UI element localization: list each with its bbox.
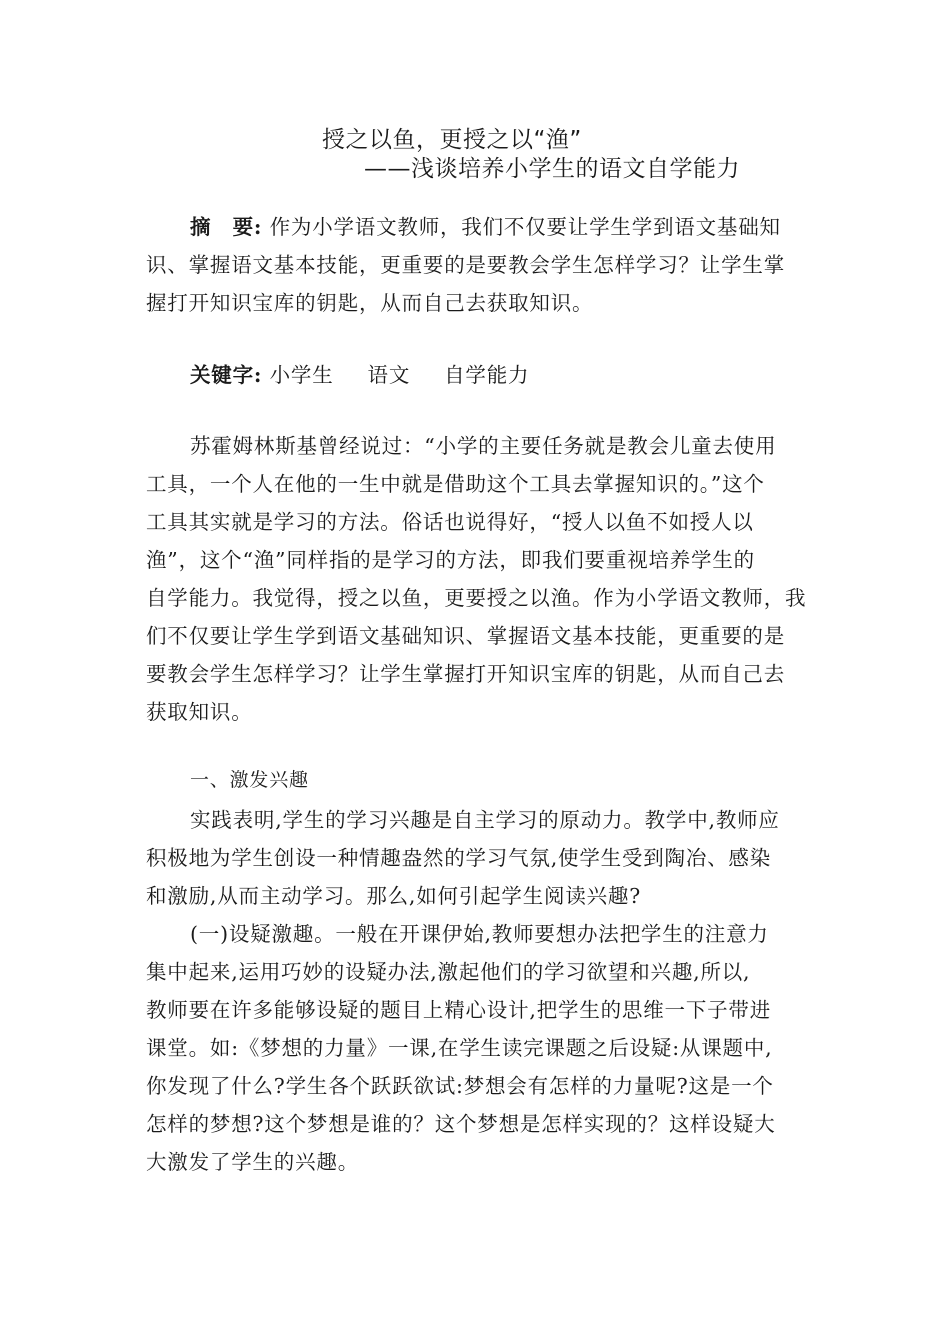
section1-para2-line: 大激发了学生的兴趣。 [146, 1150, 359, 1174]
intro-line: 苏霍姆林斯基曾经说过：“小学的主要任务就是教会儿童去使用 [190, 434, 777, 458]
abstract-line-3: 握打开知识宝库的钥匙，从而自己去获取知识。 [146, 291, 594, 315]
section1-para2-line: 教师要在许多能够设疑的题目上精心设计,把学生的思维一下子带进 [146, 998, 772, 1022]
intro-line: 自学能力。我觉得，授之以鱼，更要授之以渔。作为小学语文教师，我 [146, 586, 807, 610]
section1-para2-line: 课堂。如:《梦想的力量》一课,在学生读完课题之后设疑:从课题中, [146, 1036, 773, 1060]
section1-para1-line: 积极地为学生创设一种情趣盎然的学习气氛,使学生受到陶冶、感染 [146, 846, 772, 870]
abstract-line-1 [190, 210, 781, 240]
abstract-colon: : [253, 215, 263, 239]
section1-para1-line: 实践表明,学生的学习兴趣是自主学习的原动力。教学中,教师应 [190, 808, 780, 832]
abstract-label: 摘 要 [190, 215, 254, 239]
intro-line: 要教会学生怎样学习？让学生掌握打开知识宝库的钥匙，从而自己去 [146, 662, 785, 686]
document-subtitle: ——浅谈培养小学生的语文自学能力 [364, 156, 740, 182]
intro-line: 工具，一个人在他的一生中就是借助这个工具去掌握知识的。”这个 [146, 472, 765, 496]
section-heading: 一、激发兴趣 [190, 769, 309, 791]
document-title: 授之以鱼，更授之以“渔” [322, 127, 582, 153]
keyword-item: 自学能力 [444, 363, 530, 387]
section1-para1-line: 和激励,从而主动学习。那么,如何引起学生阅读兴趣? [146, 884, 642, 908]
abstract-line-2: 识、掌握语文基本技能，更重要的是要教会学生怎样学习？让学生掌 [146, 253, 785, 277]
intro-line: 获取知识。 [146, 700, 253, 724]
keywords-label: 关键字 [190, 363, 254, 387]
abstract-text: 作为小学语文教师，我们不仅要让学生学到语文基础知 [262, 215, 781, 239]
section1-para2-line: 你发现了什么?学生各个跃跃欲试:梦想会有怎样的力量呢?这是一个 [146, 1074, 774, 1098]
keywords-colon: : [253, 363, 263, 387]
intro-line: 工具其实就是学习的方法。俗话也说得好，“授人以鱼不如授人以 [146, 510, 754, 534]
intro-line: 们不仅要让学生学到语文基础知识、掌握语文基本技能，更重要的是 [146, 624, 785, 648]
intro-line: 渔”，这个“渔”同样指的是学习的方法，即我们要重视培养学生的 [146, 548, 755, 572]
section1-para2-line: 集中起来,运用巧妙的设疑办法,激起他们的学习欲望和兴趣,所以, [146, 960, 751, 984]
keywords-line [190, 358, 529, 388]
keyword-item: 小学生 [269, 363, 334, 387]
section1-para2-line: (一)设疑激趣。一般在开课伊始,教师要想办法把学生的注意力 [190, 922, 769, 946]
keyword-item: 语文 [367, 363, 411, 387]
section1-para2-line: 怎样的梦想?这个梦想是谁的？这个梦想是怎样实现的？这样设疑大 [146, 1112, 776, 1136]
